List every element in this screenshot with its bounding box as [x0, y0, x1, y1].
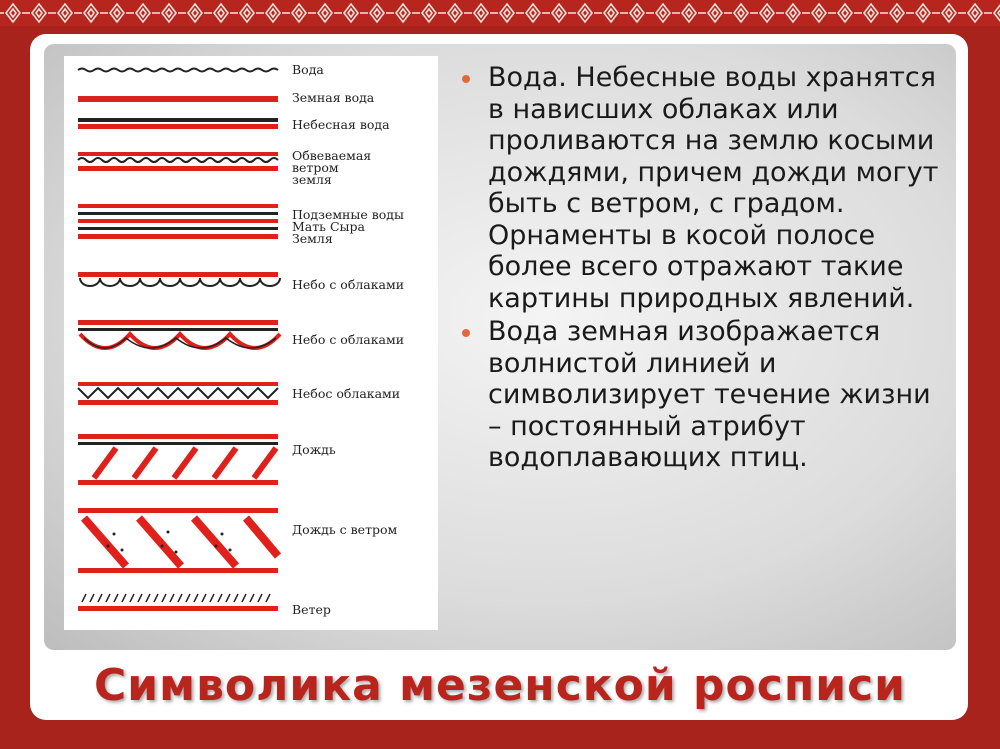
bullet-item	[458, 62, 944, 314]
label-voda: Вода	[292, 62, 324, 77]
page-title: Символика мезенской росписи	[94, 660, 906, 711]
bullet-item	[458, 316, 944, 474]
label-nebos-oblakami: Небос облаками	[292, 386, 401, 401]
ornament-symbol-chart	[64, 56, 438, 630]
label-nebo-s-oblakami-2: Небо с облаками	[292, 332, 405, 347]
label-dozhd-s-vetrom: Дождь с ветром	[292, 522, 398, 537]
ornament-nebesnaya-voda	[78, 118, 278, 129]
label-podzemnye-2: Мать Сыра	[292, 219, 365, 234]
bullet-dot-icon	[462, 329, 470, 337]
bullet-text: Вода земная изображается волнистой линией и символизирует течение жизни – постоянный атрибут водоплавающих птиц.	[488, 316, 931, 473]
label-obvevaemaya-2: ветром	[292, 160, 339, 175]
label-podzemnye-3: Земля	[292, 231, 333, 246]
label-veter: Ветер	[292, 602, 331, 617]
label-podzemnye-1: Подземные воды	[292, 207, 404, 222]
bullet-dot-icon	[462, 75, 470, 83]
ornament-veter	[78, 594, 278, 611]
label-nebo-s-oblakami-1: Небо с облаками	[292, 277, 405, 292]
label-obvevaemaya-1: Обвеваемая	[292, 148, 372, 163]
ornament-obvevaemaya-zemlya	[78, 152, 278, 171]
ornament-dozhd-s-vetrom	[78, 508, 278, 573]
label-zemnaya-voda: Земная вода	[292, 90, 375, 105]
ornament-zemnaya-voda	[78, 96, 278, 102]
ornament-podzemnye-vody	[78, 204, 278, 239]
ornament-dozhd	[78, 434, 278, 485]
label-obvevaemaya-3: земля	[292, 172, 332, 187]
label-dozhd: Дождь	[292, 442, 336, 457]
ornament-nebos-oblakami	[78, 382, 278, 405]
ornament-nebo-s-oblakami-1	[78, 272, 280, 286]
decorative-border-strip	[0, 0, 1000, 26]
bullet-list	[458, 62, 944, 476]
bullet-text: Вода. Небесные воды хранятся в нависших облаках или проливаются на землю косыми дождями, причем дожди могут быть с ветром, с градом. Орнаменты в косой полосе более всего отражают такие картины природных явлений.	[488, 62, 939, 314]
label-nebesnaya-voda: Небесная вода	[292, 117, 390, 132]
ornament-voda	[78, 69, 278, 72]
ornament-nebo-s-oblakami-2	[78, 320, 280, 348]
